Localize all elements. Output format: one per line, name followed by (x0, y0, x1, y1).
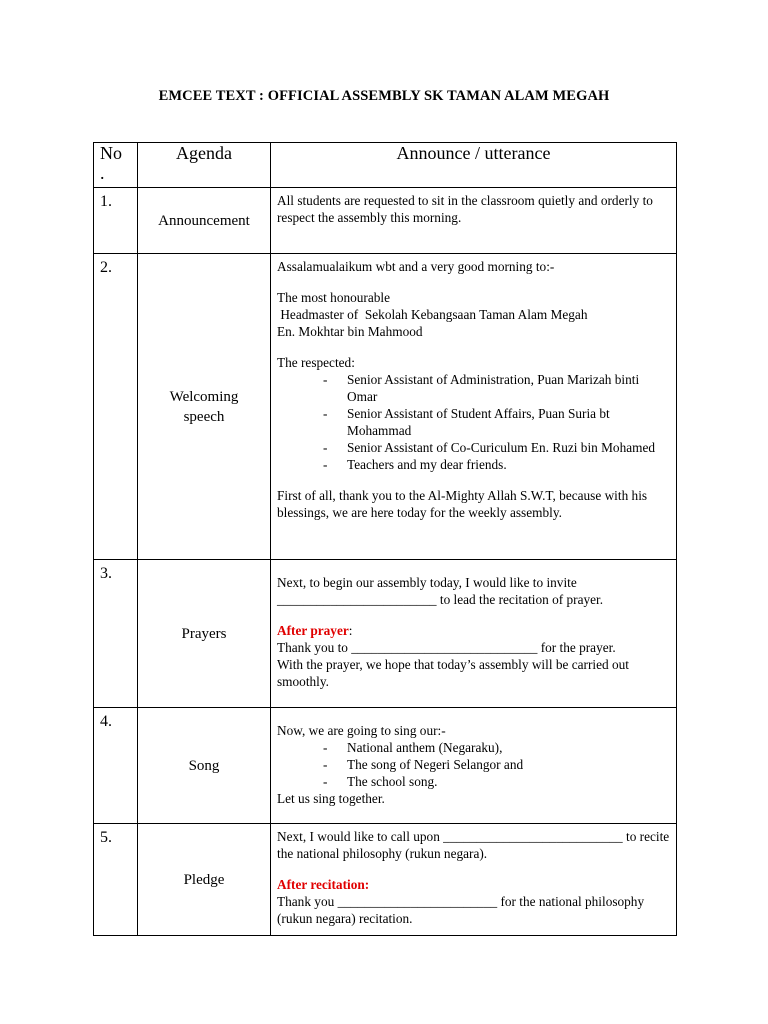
emcee-table (93, 142, 677, 936)
after-recitation-line (277, 876, 670, 893)
honour-line: En. Mokhtar bin Mahmood (277, 324, 423, 339)
list-item-text: The song of Negeri Selangor and (347, 757, 524, 772)
utterance-text: Next, I would like to call upon ___________________________ to recite the national philosophy (rukun negara). (277, 829, 670, 861)
header-announce: Announce / utterance (271, 143, 677, 188)
table-header-row (94, 143, 677, 188)
utterance-text: Thank you to ____________________________ for the prayer. (277, 640, 616, 655)
greeting-text: Assalamualaikum wbt and a very good morning to:- (277, 259, 555, 274)
table-row (94, 708, 677, 824)
utterance-text: ________________________ to lead the recitation of prayer. (277, 592, 604, 607)
agenda-cell: Pledge (138, 824, 271, 936)
header-agenda: Agenda (138, 143, 271, 188)
agenda-cell: Song (138, 708, 271, 824)
list-item (277, 371, 670, 405)
header-no-dot: . (100, 163, 105, 183)
table-row (94, 560, 677, 708)
utterance-cell (271, 708, 677, 824)
dash-marker: - (323, 440, 328, 455)
list-item-text: Senior Assistant of Co-Curiculum En. Ruzi bin Mohamed (347, 440, 656, 455)
list-item (277, 773, 670, 790)
dash-marker: - (323, 740, 328, 755)
header-no (94, 143, 138, 188)
table-row (94, 188, 677, 254)
honour-line: Headmaster of Sekolah Kebangsaan Taman Alam Megah (277, 307, 588, 322)
after-prayer-colon: : (348, 623, 353, 638)
utterance-text: All students are requested to sit in the classroom quietly and orderly to respect the assembly this morning. (277, 193, 653, 225)
agenda-line: Welcoming (169, 388, 239, 405)
dash-marker: - (323, 406, 328, 421)
list-item (277, 439, 670, 456)
row-number: 3. (94, 560, 138, 708)
agenda-cell: Announcement (138, 188, 271, 254)
agenda-cell (138, 254, 271, 560)
header-no-text: No (100, 143, 122, 163)
table-row (94, 824, 677, 936)
closing-text: First of all, thank you to the Al-Mighty Allah S.W.T, because with his blessings, we are here today for the weekly assembly. (277, 488, 648, 520)
dash-marker: - (323, 372, 328, 387)
agenda-line: speech (183, 408, 225, 425)
dash-marker: - (323, 457, 328, 472)
honour-line: The most honourable (277, 290, 390, 305)
dash-marker: - (323, 757, 328, 772)
row-number: 1. (94, 188, 138, 254)
row-number: 5. (94, 824, 138, 936)
list-item-text: Teachers and my dear friends. (347, 457, 507, 472)
list-item-text: National anthem (Negaraku), (347, 740, 503, 755)
utterance-text: Now, we are going to sing our:- (277, 723, 446, 738)
row-number: 2. (94, 254, 138, 560)
after-prayer-line (277, 622, 670, 639)
list-item-text: Senior Assistant of Student Affairs, Puan Suria bt Mohammad (347, 406, 610, 438)
list-item (277, 456, 670, 473)
after-prayer-label: After prayer (277, 623, 349, 638)
utterance-text: Next, to begin our assembly today, I would like to invite (277, 575, 577, 590)
utterance-text: With the prayer, we hope that today’s assembly will be carried out smoothly. (277, 657, 629, 689)
dash-marker: - (323, 774, 328, 789)
document-title: EMCEE TEXT : OFFICIAL ASSEMBLY SK TAMAN ALAM MEGAH (158, 88, 610, 104)
list-item-text: Senior Assistant of Administration, Puan Marizah binti Omar (347, 372, 640, 404)
list-item (277, 405, 670, 439)
utterance-cell (271, 188, 677, 254)
row-number: 4. (94, 708, 138, 824)
after-recitation-label: After recitation: (277, 877, 370, 892)
utterance-cell (271, 560, 677, 708)
list-item (277, 756, 670, 773)
list-item-text: The school song. (347, 774, 438, 789)
respected-label: The respected: (277, 355, 355, 370)
utterance-cell (271, 824, 677, 936)
agenda-cell: Prayers (138, 560, 271, 708)
utterance-text: Let us sing together. (277, 791, 385, 806)
table-row (94, 254, 677, 560)
utterance-cell (271, 254, 677, 560)
utterance-text: Thank you ________________________ for the national philosophy (rukun negara) recitation. (277, 894, 645, 926)
list-item (277, 739, 670, 756)
